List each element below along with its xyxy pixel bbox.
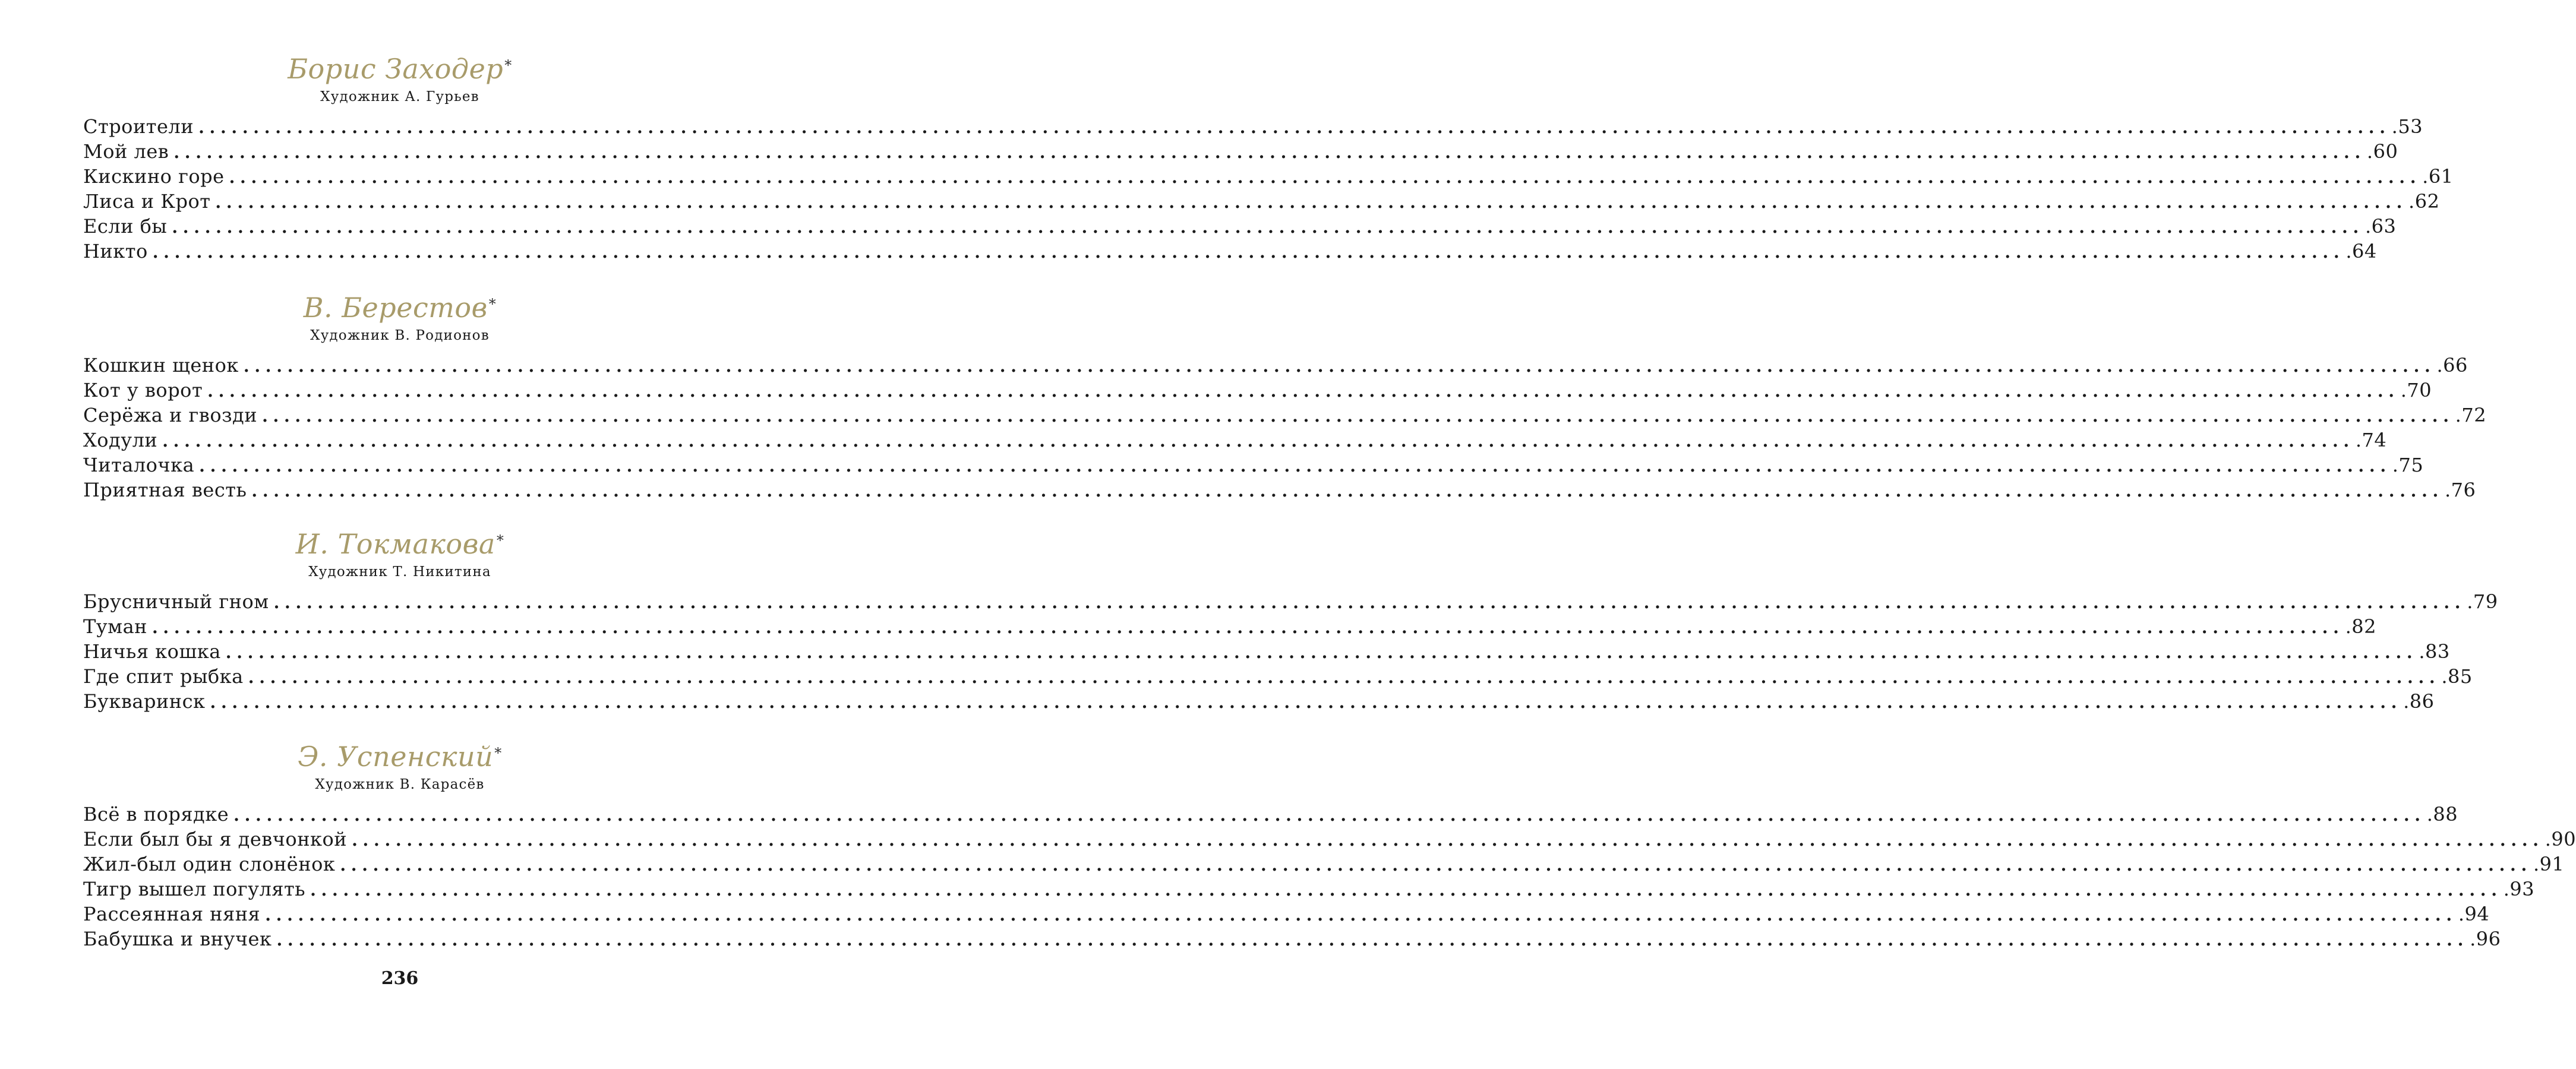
- footnote-asterisk: *: [504, 57, 512, 74]
- author-name: Э. Успенский: [298, 741, 494, 773]
- illustrator-credit: Художник А. Гурьев: [320, 89, 479, 105]
- dot-leader: ........................................................................................................................................................................................................: [198, 118, 2391, 137]
- dot-leader: ........................................................................................................................................................................................................: [262, 406, 2454, 426]
- toc-entry-page: .74: [2355, 429, 2387, 451]
- toc-entry-title: Если бы: [83, 215, 168, 238]
- dot-leader: ........................................................................................................................................................................................................: [248, 668, 2441, 687]
- dot-leader: ........................................................................................................................................................................................................: [340, 855, 2532, 875]
- toc-entry[interactable]: [83, 802, 2458, 827]
- dot-leader: ........................................................................................................................................................................................................: [151, 618, 2344, 637]
- toc-entry-page: .88: [2426, 803, 2458, 826]
- toc-entry-page: .61: [2422, 165, 2454, 188]
- toc-entry-page: .94: [2458, 903, 2490, 925]
- toc-entry-page: .91: [2533, 853, 2565, 875]
- toc-entry-title: Брусничный гном: [83, 590, 269, 613]
- toc-entry-list: [83, 114, 2454, 264]
- toc-entry[interactable]: [83, 239, 2377, 264]
- toc-entry-title: Никто: [83, 240, 148, 262]
- toc-entry-title: Кискино горе: [83, 165, 225, 188]
- toc-entry-page: .90: [2545, 828, 2576, 850]
- toc-entry-title: Букваринск: [83, 690, 206, 713]
- toc-entry-page: .63: [2365, 215, 2397, 238]
- toc-entry[interactable]: [83, 926, 2501, 951]
- toc-entry-title: Если был бы я девчонкой: [83, 828, 348, 850]
- author-name: И. Токмакова: [295, 528, 495, 560]
- dot-leader: ........................................................................................................................................................................................................: [273, 593, 2466, 612]
- toc-entry-title: Мой лев: [83, 140, 169, 163]
- toc-entry[interactable]: [83, 403, 2487, 428]
- toc-entry[interactable]: [83, 189, 2440, 214]
- dot-leader: ........................................................................................................................................................................................................: [310, 880, 2502, 900]
- toc-entry-title: Приятная весть: [83, 479, 247, 501]
- illustrator-credit: Художник В. Карасёв: [315, 777, 485, 792]
- toc-entry-title: Жил-был один слонёнок: [83, 853, 336, 875]
- toc-section-tokmakova: [0, 526, 2498, 714]
- toc-entry[interactable]: [83, 477, 2476, 502]
- toc-entry[interactable]: [83, 378, 2432, 403]
- footnote-asterisk: *: [488, 296, 497, 312]
- toc-entry-title: Где спит рыбка: [83, 665, 244, 688]
- toc-entry-title: Лиса и Крот: [83, 190, 211, 213]
- toc-entry[interactable]: [83, 214, 2397, 239]
- dot-leader: ........................................................................................................................................................................................................: [225, 643, 2418, 662]
- dot-leader: ........................................................................................................................................................................................................: [152, 242, 2345, 262]
- author-heading: [0, 290, 800, 325]
- dot-leader: ........................................................................................................................................................................................................: [233, 805, 2426, 825]
- page-number: 236: [381, 968, 419, 989]
- toc-entry-title: Читалочка: [83, 454, 195, 476]
- dot-leader: ........................................................................................................................................................................................................: [199, 456, 2391, 476]
- toc-entry[interactable]: [83, 453, 2424, 477]
- dot-leader: ........................................................................................................................................................................................................: [173, 143, 2366, 162]
- footnote-asterisk: *: [494, 745, 502, 761]
- toc-entry-page: .66: [2436, 354, 2468, 377]
- toc-entry-title: Бабушка и внучек: [83, 928, 272, 950]
- toc-entry-page: .76: [2444, 479, 2476, 501]
- author-name: В. Берестов: [303, 292, 488, 324]
- author-heading: [0, 739, 800, 774]
- toc-entry[interactable]: [83, 689, 2435, 714]
- author-heading: [0, 51, 800, 87]
- toc-entry[interactable]: [83, 827, 2576, 852]
- toc-entry-page: .75: [2392, 454, 2424, 476]
- toc-entry-list: [83, 353, 2487, 502]
- toc-entry-title: Кот у ворот: [83, 379, 203, 401]
- toc-entry-title: Туман: [83, 615, 147, 638]
- dot-leader: ........................................................................................................................................................................................................: [210, 692, 2403, 712]
- toc-entry[interactable]: [83, 639, 2450, 664]
- toc-entry-list: [83, 802, 2576, 951]
- illustrator-credit: Художник Т. Никитина: [308, 564, 491, 580]
- toc-entry-page: .62: [2408, 190, 2440, 213]
- toc-entry-page: .86: [2403, 690, 2435, 713]
- dot-leader: ........................................................................................................................................................................................................: [352, 830, 2544, 850]
- dot-leader: ........................................................................................................................................................................................................: [243, 356, 2436, 376]
- dot-leader: ........................................................................................................................................................................................................: [265, 905, 2457, 925]
- toc-entry-page: .64: [2345, 240, 2377, 262]
- toc-entry-title: Строители: [83, 115, 194, 138]
- dot-leader: ........................................................................................................................................................................................................: [229, 167, 2422, 187]
- toc-entry[interactable]: [83, 589, 2498, 614]
- toc-entry-page: .96: [2470, 928, 2501, 950]
- toc-entry-page: .53: [2391, 115, 2423, 138]
- toc-entry-page: .93: [2503, 878, 2535, 900]
- toc-entry[interactable]: [83, 139, 2398, 164]
- toc-entry-title: Тигр вышел погулять: [83, 878, 306, 900]
- dot-leader: ........................................................................................................................................................................................................: [207, 381, 2400, 401]
- toc-entry-list: [83, 589, 2498, 714]
- toc-entry-page: .79: [2467, 590, 2498, 613]
- toc-entry-title: Ничья кошка: [83, 640, 221, 663]
- toc-section-berestov: [0, 290, 2487, 502]
- toc-entry[interactable]: [83, 664, 2473, 689]
- toc-entry-title: Ходули: [83, 429, 158, 451]
- toc-entry[interactable]: [83, 877, 2535, 902]
- toc-section-zakhoder: [0, 51, 2454, 264]
- toc-entry[interactable]: [83, 428, 2387, 453]
- toc-entry[interactable]: [83, 164, 2454, 189]
- dot-leader: ........................................................................................................................................................................................................: [251, 481, 2444, 501]
- dot-leader: ........................................................................................................................................................................................................: [276, 930, 2469, 950]
- footnote-asterisk: *: [496, 532, 504, 549]
- toc-entry[interactable]: [83, 353, 2468, 378]
- toc-entry-page: .60: [2366, 140, 2398, 163]
- dot-leader: ........................................................................................................................................................................................................: [162, 431, 2354, 451]
- illustrator-credit: Художник В. Родионов: [310, 328, 490, 343]
- toc-entry-title: Всё в порядке: [83, 803, 229, 826]
- toc-entry[interactable]: [83, 114, 2423, 139]
- toc-entry-title: Серёжа и гвозди: [83, 404, 258, 426]
- author-heading: [0, 526, 800, 562]
- toc-entry-title: Кошкин щенок: [83, 354, 239, 377]
- dot-leader: ........................................................................................................................................................................................................: [215, 192, 2408, 212]
- toc-entry-page: .83: [2419, 640, 2450, 663]
- toc-entry[interactable]: [83, 852, 2565, 877]
- toc-entry-page: .70: [2400, 379, 2432, 401]
- dot-leader: ........................................................................................................................................................................................................: [172, 217, 2364, 237]
- toc-entry-page: .82: [2345, 615, 2376, 638]
- toc-entry[interactable]: [83, 902, 2490, 926]
- toc-section-uspensky: [0, 739, 2576, 951]
- toc-entry[interactable]: [83, 614, 2376, 639]
- toc-entry-title: Рассеянная няня: [83, 903, 261, 925]
- toc-entry-page: .72: [2455, 404, 2487, 426]
- author-name: Борис Заходер: [288, 53, 504, 85]
- toc-entry-page: .85: [2441, 665, 2473, 688]
